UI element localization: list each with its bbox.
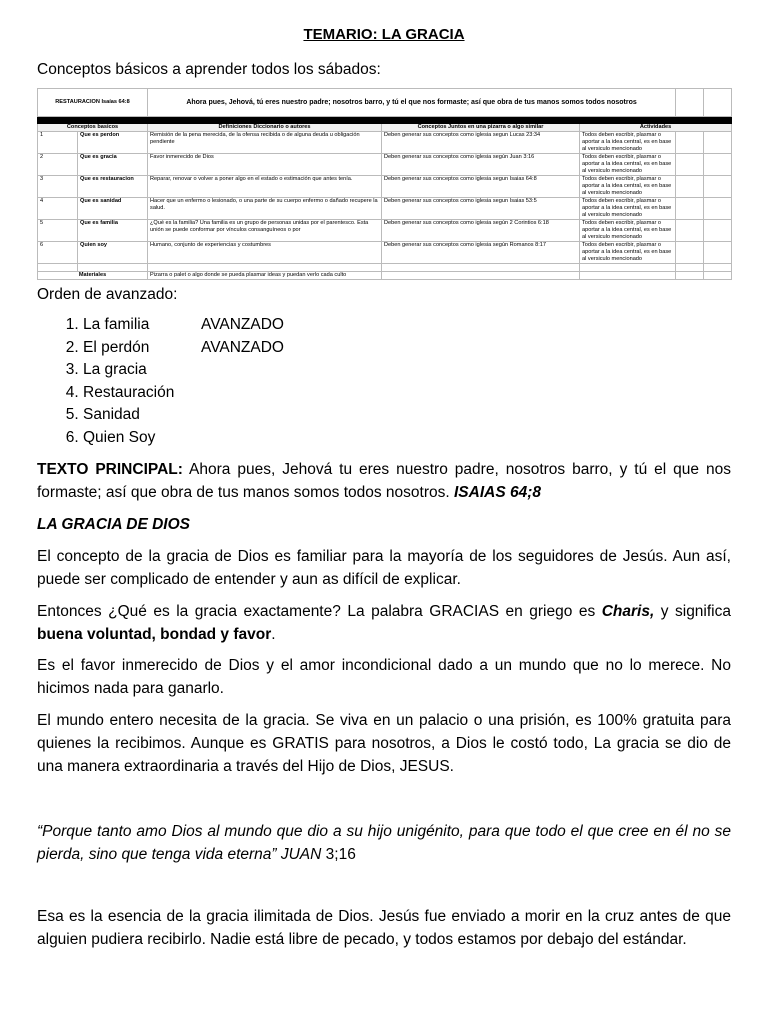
meaning-bold: buena voluntad, bondad y favor [37,626,272,643]
paragraph: Es el favor inmerecido de Dios y el amor incondicional dado a un mundo que no lo merece. No hicimos nada para ganarlo. [37,657,731,697]
row-activity: Todos deben escribir, plasmar o aportar a la idea central, es en base al versiculo mencionado [580,198,676,220]
row-activity: Todos deben escribir, plasmar o aportar a la idea central, es en base al versiculo mencionado [580,132,676,154]
materials-label: Materiales [38,272,148,280]
texto-principal [37,458,731,504]
row-together: Deben generar sus conceptos como iglesia segun Isaias 64:8 [382,176,580,198]
document-title: TEMARIO: LA GRACIA [303,26,465,43]
row-definition: ¿Qué es la familia? Una familia es un grupo de personas unidas por el parentesco. Esta unión se puede conformar por vínculos consanguíneos o por [148,220,382,242]
table-reference: RESTAURACION Isaías 64:8 [38,89,148,117]
paragraph: Esa es la esencia de la gracia ilimitada de Dios. Jesús fue enviado a morir en la cruz antes de que alguien pudiera recibirlo. Nadie está libre de pecado, y todos estamos por debajo del estándar. [37,908,731,948]
order-item-label: Restauración [83,383,175,401]
order-item-label: La familia [83,316,150,333]
bible-quote [37,820,731,866]
row-number: 4 [38,198,78,220]
row-concept: Que es gracia [78,154,148,176]
empty-cell [676,154,704,176]
row-number: 6 [38,242,78,264]
table-row [38,220,732,242]
empty-cell [704,132,732,154]
materials-text: Pizarra o palet o algo donde se pueda plasmar ideas y puedan verlo cada culto [148,272,382,280]
list-item [83,314,683,337]
quote-ref: 3;16 [321,846,356,863]
paragraph: El mundo entero necesita de la gracia. Se viva en un palacio o una prisión, es 100% gratuita para quienes la recibimos. Aunque es GRATIS para nosotros, a Dios le costó todo, La gracia se dio de una manera extraordinaria a través del Hijo de Dios, JESUS. [37,712,731,775]
empty-cell [676,198,704,220]
empty-cell [676,220,704,242]
order-item-label: La gracia [83,361,147,379]
row-together: Deben generar sus conceptos como iglesia segun Isaias 53:5 [382,198,580,220]
row-activity: Todos deben escribir, plasmar o aportar a la idea central, es en base al versiculo mencionado [580,242,676,264]
order-item-status: AVANZADO [201,316,284,333]
table-row [38,132,732,154]
row-concept: Que es familia [78,220,148,242]
paragraph-text: . [271,626,276,643]
empty-cell [704,154,732,176]
texto-principal-label: TEXTO PRINCIPAL: [37,461,183,478]
empty-cell [676,176,704,198]
quote-text: “Porque tanto amo Dios al mundo que dio a su hijo unigénito, para que todo el que cree en él no se pierda, sino que tenga vida eterna” JUAN [37,823,731,863]
empty-cell [704,220,732,242]
row-together: Deben generar sus conceptos como iglesia según Juan 3:16 [382,154,580,176]
row-definition: Hacer que un enfermo o lesionado, o una parte de su cuerpo enfermo o dañado recupere la salud. [148,198,382,220]
texto-principal-text: Ahora pues, Jehová tu eres nuestro padre, nosotros barro, y tú el que nos formaste; así que obra de tus manos somos todos nosotros. [37,461,731,501]
row-concept: Que es restauracion [78,176,148,198]
paragraph-text: y significa [654,603,731,620]
order-item-status: AVANZADO [201,338,284,356]
row-activity: Todos deben escribir, plasmar o aportar a la idea central, es en base al versiculo mencionado [580,154,676,176]
row-number: 5 [38,220,78,242]
row-activity: Todos deben escribir, plasmar o aportar a la idea central, es en base al versiculo mencionado [580,176,676,198]
row-number: 3 [38,176,78,198]
row-definition: Reparar, renovar o volver a poner algo en el estado o estimación que antes tenía. [148,176,382,198]
row-together: Deben generar sus conceptos como iglesia según 2 Corintios 6:18 [382,220,580,242]
concepts-table-image [37,88,731,278]
table-row [38,176,732,198]
table-verse-header: Ahora pues, Jehová, tú eres nuestro padre; nosotros barro, y tú el que nos formaste; así que obra de tus manos somos todos nosotros [148,89,676,117]
row-definition: Humano, conjunto de experiencias y costumbres [148,242,382,264]
list-item [83,337,683,360]
table-row [38,198,732,220]
charis-word: Charis, [601,603,655,620]
column-header: Conceptos basicos [38,124,148,132]
table-row [38,154,732,176]
table-row [38,242,732,264]
column-header: Conceptos Juntos en una pizarra o algo similar [382,124,580,132]
empty-cell [704,242,732,264]
column-header: Definiciones Diccionario o autores [148,124,382,132]
paragraph [37,600,731,646]
row-number: 2 [38,154,78,176]
row-number: 1 [38,132,78,154]
texto-principal-ref: ISAIAS 64;8 [454,484,542,501]
row-definition: Favor inmerecido de Dios [148,154,382,176]
order-list [61,314,683,450]
empty-cell [676,242,704,264]
order-item-label: Quien Soy [83,428,156,446]
row-concept: Quien soy [78,242,148,264]
empty-cell [676,132,704,154]
row-concept: Que es perdon [78,132,148,154]
list-item [83,382,683,405]
paragraph-text: Entonces ¿Qué es la gracia exactamente? La palabra GRACIAS en griego es [37,603,602,620]
intro-text: Conceptos básicos a aprender todos los sábados: [37,61,381,78]
row-activity: Todos deben escribir, plasmar o aportar a la idea central, es en base al versiculo mencionado [580,220,676,242]
row-together: Deben generar sus conceptos como iglesia segun Lucas 23:34 [382,132,580,154]
section-heading: LA GRACIA DE DIOS [37,516,190,533]
row-concept: Que es sanidad [78,198,148,220]
order-item-label: El perdón [83,338,150,356]
order-item-label: Sanidad [83,406,140,424]
list-item [83,427,683,450]
empty-cell [704,176,732,198]
list-item [83,359,683,382]
row-definition: Remisión de la pena merecida, de la ofensa recibida o de alguna deuda u obligación pendiente [148,132,382,154]
row-together: Deben generar sus conceptos como iglesia según Romanos 8:17 [382,242,580,264]
order-heading: Orden de avanzado: [37,286,178,303]
empty-cell [704,198,732,220]
column-header: Actividades [580,124,732,132]
paragraph: El concepto de la gracia de Dios es familiar para la mayoría de los seguidores de Jesús. Aun así, puede ser complicado de entender y aun as difícil de explicar. [37,548,731,588]
list-item [83,404,683,427]
